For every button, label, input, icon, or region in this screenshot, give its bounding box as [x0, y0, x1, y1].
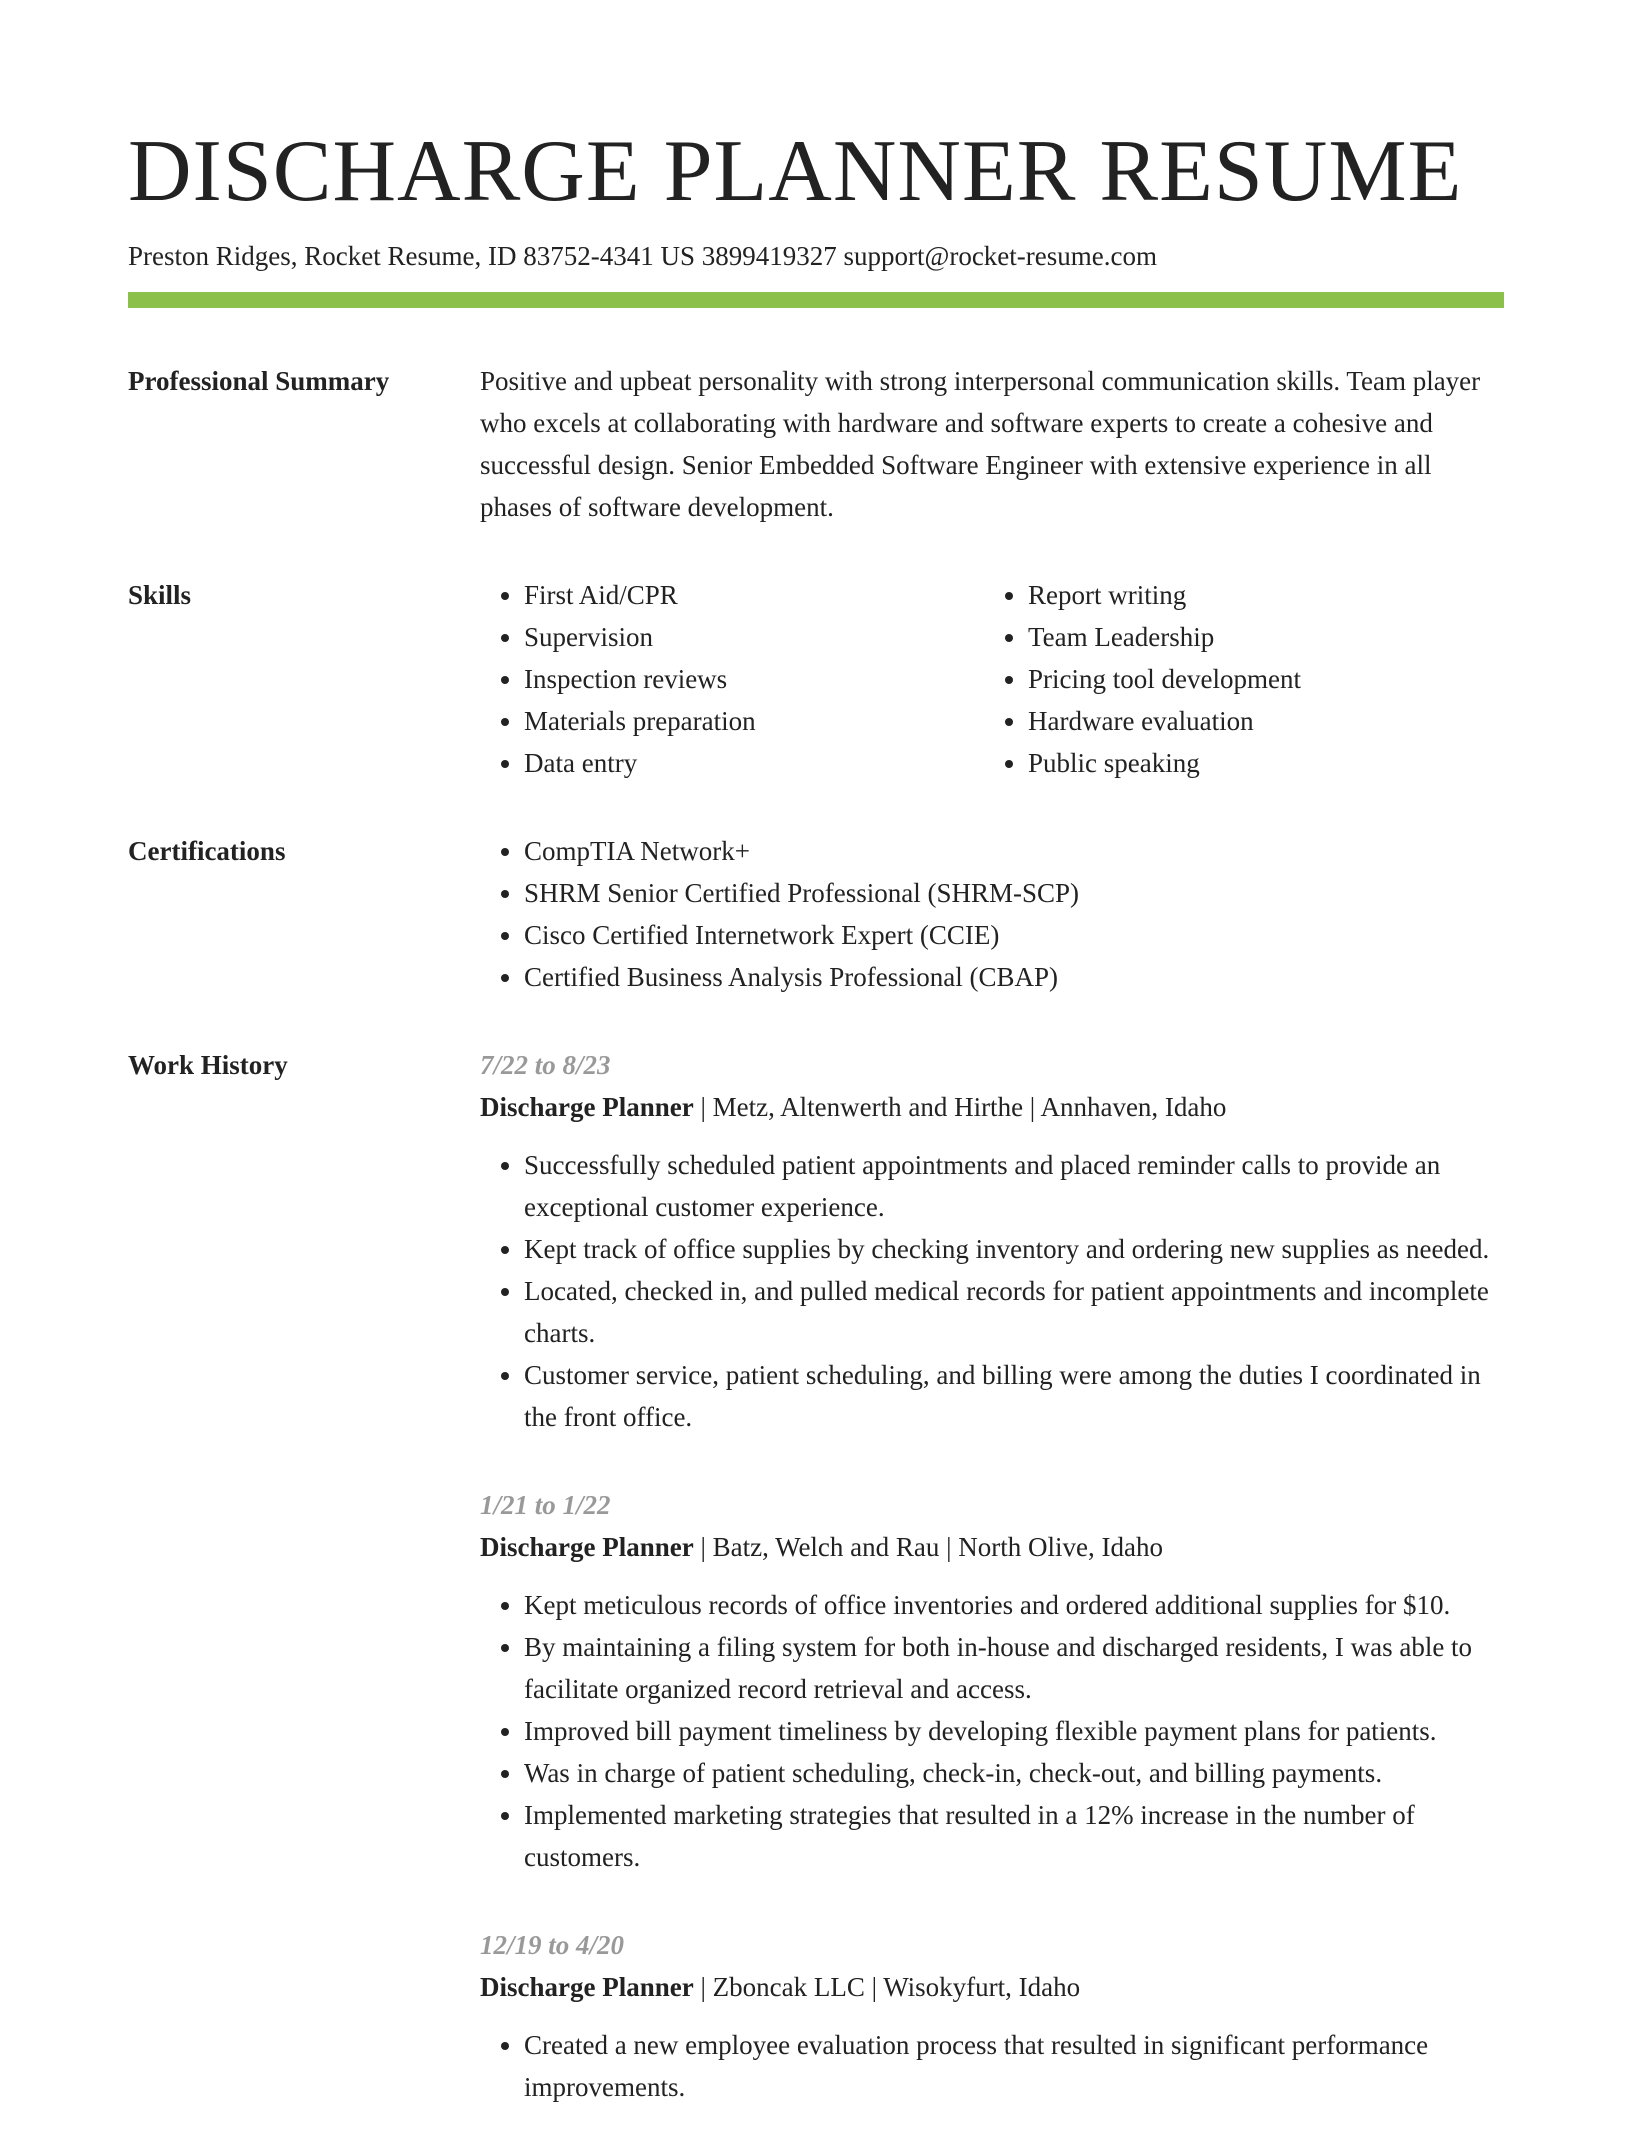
- job-bullet: • Was in charge of patient scheduling, check-in, check-out, and billing payments.: [524, 1752, 1504, 1794]
- section-label-certifications: Certifications: [128, 836, 286, 867]
- skill-item: • Materials preparation: [524, 700, 984, 742]
- contact-line: Preston Ridges, Rocket Resume, ID 83752-4341 US 3899419327 support@rocket-resume.com: [128, 241, 1157, 271]
- job-entry: [480, 1044, 1504, 1438]
- section-label-summary: Professional Summary: [128, 366, 390, 397]
- skill-item: • Hardware evaluation: [1028, 700, 1488, 742]
- skill-item: • Data entry: [524, 742, 984, 784]
- job-bullet: • Created a new employee evaluation process that resulted in significant performance improvements.: [524, 2024, 1504, 2108]
- skill-item: • Inspection reviews: [524, 658, 984, 700]
- skills-column-1: [480, 574, 984, 784]
- job-title: Discharge Planner: [480, 1972, 694, 2003]
- accent-divider: [128, 292, 1504, 308]
- section-label-work-history: Work History: [128, 1050, 288, 1081]
- job-dates: 12/19 to 4/20: [480, 1930, 625, 1961]
- job-bullets: [480, 1144, 1504, 1438]
- skill-item: • Team Leadership: [1028, 616, 1488, 658]
- certifications-body: [480, 830, 1504, 998]
- skill-item: • Public speaking: [1028, 742, 1488, 784]
- certification-item: • SHRM Senior Certified Professional (SHRM-SCP): [524, 872, 1504, 914]
- job-bullet: • Customer service, patient scheduling, and billing were among the duties I coordinated in the front office.: [524, 1354, 1504, 1438]
- resume-title: DISCHARGE PLANNER RESUME: [128, 123, 1463, 220]
- certification-item: • Cisco Certified Internetwork Expert (CCIE): [524, 914, 1504, 956]
- work-history-body: [480, 1044, 1504, 2154]
- job-bullet: • Improved bill payment timeliness by developing flexible payment plans for patients.: [524, 1710, 1504, 1752]
- skill-item: • First Aid/CPR: [524, 574, 984, 616]
- job-bullets: [480, 2024, 1504, 2108]
- job-heading: [480, 1086, 1504, 1128]
- skill-item: • Supervision: [524, 616, 984, 658]
- certification-item: • Certified Business Analysis Professional (CBAP): [524, 956, 1504, 998]
- job-entry: [480, 1484, 1504, 1878]
- job-employer-location: | Zboncak LLC | Wisokyfurt, Idaho: [693, 1972, 1081, 2003]
- job-bullet: • Implemented marketing strategies that resulted in a 12% increase in the number of customers.: [524, 1794, 1504, 1878]
- skills-grid: [480, 574, 1504, 784]
- certifications-section: [128, 830, 1504, 998]
- job-bullet: • By maintaining a filing system for both in-house and discharged residents, I was able to facilitate organized record retrieval and access.: [524, 1626, 1504, 1710]
- summary-section: [128, 360, 1504, 528]
- skill-item: • Report writing: [1028, 574, 1488, 616]
- job-bullets: [480, 1584, 1504, 1878]
- job-dates: 7/22 to 8/23: [480, 1050, 611, 1081]
- job-heading: [480, 1526, 1504, 1568]
- job-bullet: • Successfully scheduled patient appointments and placed reminder calls to provide an exceptional customer experience.: [524, 1144, 1504, 1228]
- job-title: Discharge Planner: [480, 1092, 694, 1123]
- summary-text: Positive and upbeat personality with strong interpersonal communication skills. Team player who excels at collaborating with hardware and software experts to create a cohesive and successful design. Senior Embedded Software Engineer with extensive experience in all phases of software development.: [480, 366, 1481, 523]
- job-bullet: • Kept track of office supplies by checking inventory and ordering new supplies as needed.: [524, 1228, 1504, 1270]
- work-history-section: [128, 1044, 1504, 2154]
- job-employer-location: | Batz, Welch and Rau | North Olive, Idaho: [693, 1532, 1164, 1563]
- section-label-skills: Skills: [128, 580, 192, 611]
- job-title: Discharge Planner: [480, 1532, 694, 1563]
- certifications-list: [480, 830, 1504, 998]
- skills-list-1: [480, 574, 984, 784]
- skills-list-2: [984, 574, 1488, 784]
- job-heading: [480, 1966, 1504, 2008]
- job-dates: 1/21 to 1/22: [480, 1490, 611, 1521]
- resume-page: [128, 118, 1504, 2154]
- skill-item: • Pricing tool development: [1028, 658, 1488, 700]
- certification-item: • CompTIA Network+: [524, 830, 1504, 872]
- job-bullet: • Kept meticulous records of office inventories and ordered additional supplies for $10.: [524, 1584, 1504, 1626]
- job-entry: [480, 1924, 1504, 2108]
- skills-section: [128, 574, 1504, 784]
- job-employer-location: | Metz, Altenwerth and Hirthe | Annhaven, Idaho: [693, 1092, 1227, 1123]
- skills-column-2: [984, 574, 1488, 784]
- job-bullet: • Located, checked in, and pulled medical records for patient appointments and incomplete charts.: [524, 1270, 1504, 1354]
